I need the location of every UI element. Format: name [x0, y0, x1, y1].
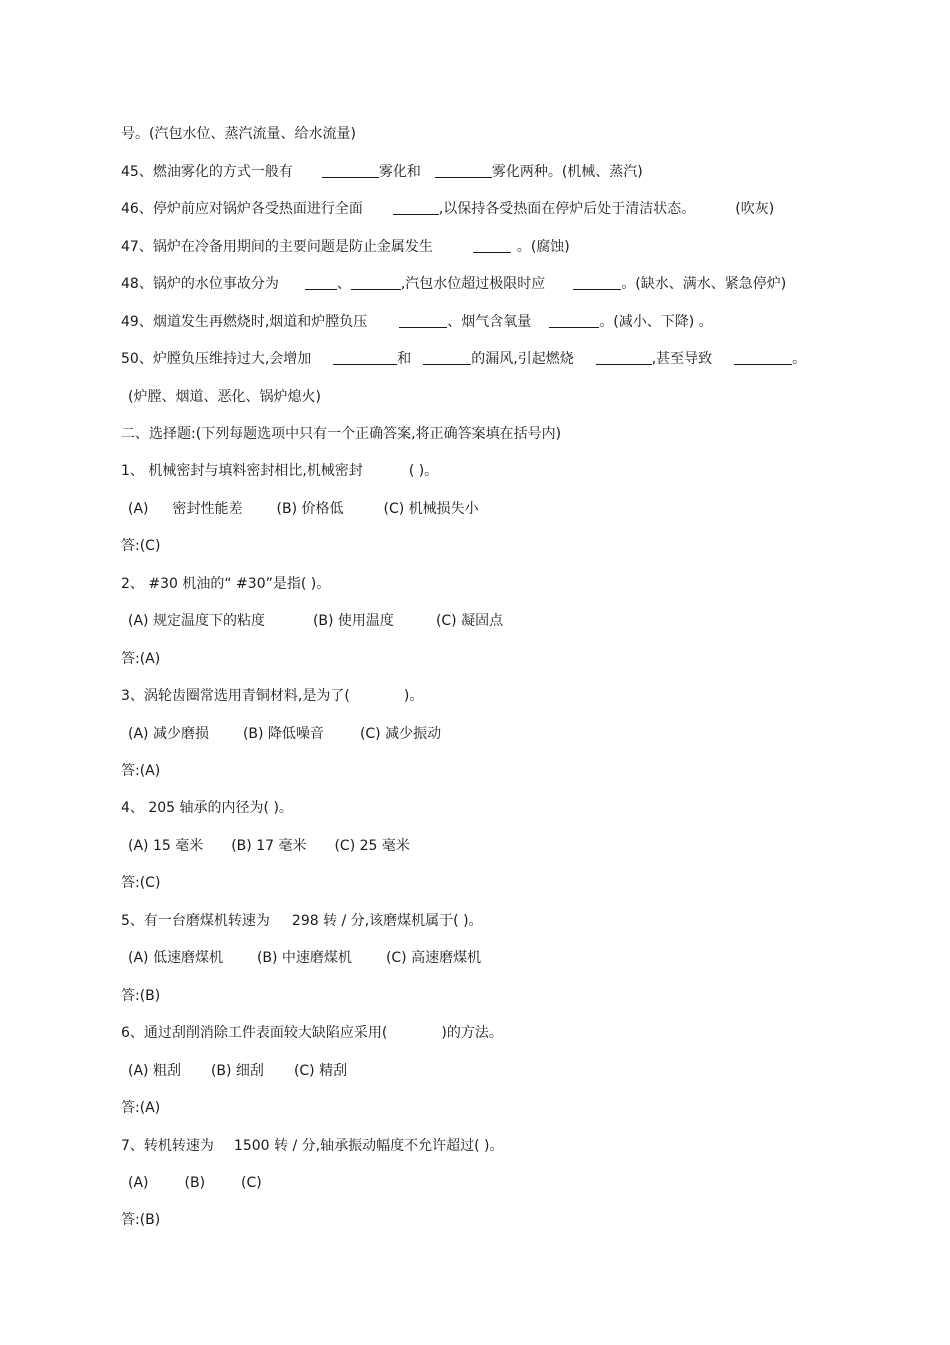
question-46	[121, 200, 774, 218]
answer-4	[121, 874, 160, 892]
option-b: (B)	[184, 1175, 206, 1191]
question-text: ( )。	[408, 463, 439, 479]
text: 和	[397, 351, 412, 367]
answer-1	[121, 537, 160, 555]
text: 号。(汽包水位、蒸汽流量、给水流量)	[121, 126, 356, 142]
answer-text: 答:(C)	[121, 875, 161, 891]
blank	[393, 200, 439, 215]
blank	[573, 275, 621, 290]
answer-text: 答:(B)	[121, 988, 161, 1004]
option-c: (C)	[241, 1175, 262, 1191]
text: 45、燃油雾化的方式一般有	[121, 164, 293, 180]
answer-text: 答:(A)	[121, 763, 161, 779]
blank	[473, 238, 511, 253]
text: 。	[792, 351, 807, 367]
blank	[351, 275, 401, 290]
question-text: )的方法。	[441, 1025, 503, 1041]
choice-question-2	[121, 575, 330, 593]
text: 、烟气含氧量	[447, 314, 532, 330]
blank	[596, 350, 652, 365]
question-text: 1500 转 / 分,轴承振动幅度不允许超过( )。	[233, 1138, 504, 1154]
answer-7	[121, 1211, 160, 1229]
option-a: (A) 15 毫米	[128, 838, 204, 854]
option-c: (C) 精刮	[293, 1063, 348, 1079]
option-a: (A) 规定温度下的粘度	[128, 613, 265, 629]
choice-options-5	[128, 949, 481, 967]
option-c: (C) 机械损失小	[383, 501, 479, 517]
blank	[322, 163, 379, 178]
blank	[734, 350, 792, 365]
blank	[423, 350, 471, 365]
option-c: (C) 减少振动	[359, 726, 442, 742]
choice-options-3	[128, 725, 441, 743]
question-45	[121, 163, 643, 181]
choice-options-1	[128, 500, 479, 518]
text: ,汽包水位超过极限时应	[400, 276, 546, 292]
text: 49、烟道发生再燃烧时,烟道和炉膛负压	[121, 314, 368, 330]
blank	[333, 350, 397, 365]
choice-question-4	[121, 799, 293, 817]
option-b: (B) 中速磨煤机	[256, 950, 352, 966]
question-50-answer	[128, 388, 321, 406]
question-49	[121, 313, 713, 331]
choice-options-2	[128, 612, 503, 630]
question-text: 298 转 / 分,该磨煤机属于( )。	[291, 913, 483, 929]
choice-question-1	[121, 462, 438, 480]
blank	[399, 313, 447, 328]
option-b: (B) 价格低	[276, 501, 344, 517]
option-c: (C) 25 毫米	[334, 838, 410, 854]
question-text: 7、转机转速为	[121, 1138, 214, 1154]
question-text: 1、 机械密封与填料密封相比,机械密封	[121, 463, 363, 479]
question-text: 3、涡轮齿圈常选用青铜材料,是为了(	[121, 688, 350, 704]
text: 雾化两种。(机械、蒸汽)	[491, 164, 643, 180]
option-a: (A) 粗刮	[128, 1063, 181, 1079]
answer-6	[121, 1099, 160, 1117]
text: 。(腐蚀)	[516, 239, 570, 255]
choice-options-7	[128, 1174, 262, 1192]
option-b: (B) 细刮	[210, 1063, 264, 1079]
text: ,以保持各受热面在停炉后处于清洁状态。	[438, 201, 696, 217]
choice-options-4	[128, 837, 410, 855]
answer-text: 答:(A)	[121, 651, 161, 667]
blank	[549, 313, 599, 328]
answer-3	[121, 762, 160, 780]
option-b: (B) 使用温度	[312, 613, 394, 629]
choice-question-5	[121, 912, 483, 930]
answer-text: 答:(B)	[121, 1212, 161, 1228]
text: 。(缺水、满水、紧急停炉)	[621, 276, 787, 292]
answer-2	[121, 650, 160, 668]
question-50	[121, 350, 806, 368]
option-c: (C) 凝固点	[435, 613, 504, 629]
question-text: 2、 #30 机油的“ #30”是指( )。	[121, 576, 331, 592]
answer-text: 答:(C)	[121, 538, 161, 554]
question-text: 5、有一台磨煤机转速为	[121, 913, 270, 929]
choice-options-6	[128, 1062, 347, 1080]
text: 48、锅炉的水位事故分为	[121, 276, 279, 292]
question-text: )。	[403, 688, 424, 704]
question-48	[121, 275, 786, 293]
option-a: (A)	[128, 1175, 149, 1191]
option-a: (A) 减少磨损	[128, 726, 209, 742]
option-a: 密封性能差	[172, 501, 243, 517]
question-text: 4、 205 轴承的内径为( )。	[121, 800, 293, 816]
answer-text: 答:(A)	[121, 1100, 161, 1116]
question-text: 6、通过刮削消除工件表面较大缺陷应采用(	[121, 1025, 388, 1041]
option-b: (B) 17 毫米	[231, 838, 307, 854]
blank	[435, 163, 492, 178]
text: 、	[336, 276, 351, 292]
text: 47、锅炉在冷备用期间的主要问题是防止金属发生	[121, 239, 433, 255]
text: ,甚至导致	[651, 351, 713, 367]
text: 46、停炉前应对锅炉各受热面进行全面	[121, 201, 363, 217]
text: (炉膛、烟道、恶化、锅炉熄火)	[128, 389, 321, 405]
line-44-tail	[121, 125, 356, 143]
question-47	[121, 238, 570, 256]
text: 50、炉膛负压维持过大,会增加	[121, 351, 312, 367]
text: 雾化和	[378, 164, 421, 180]
text: 。(减小、下降) 。	[599, 314, 713, 330]
blank	[305, 275, 337, 290]
section-2-heading	[121, 425, 561, 443]
option-b: (B) 降低噪音	[242, 726, 324, 742]
text: 的漏风,引起燃烧	[471, 351, 574, 367]
answer-5	[121, 987, 160, 1005]
text: (吹灰)	[735, 201, 775, 217]
choice-question-7	[121, 1137, 503, 1155]
choice-question-6	[121, 1024, 503, 1042]
choice-question-3	[121, 687, 423, 705]
option-a: (A) 低速磨煤机	[128, 950, 223, 966]
option-c: (C) 高速磨煤机	[385, 950, 482, 966]
option-a: (A)	[128, 501, 149, 517]
text: 二、选择题:(下列每题选项中只有一个正确答案,将正确答案填在括号内)	[121, 426, 562, 442]
